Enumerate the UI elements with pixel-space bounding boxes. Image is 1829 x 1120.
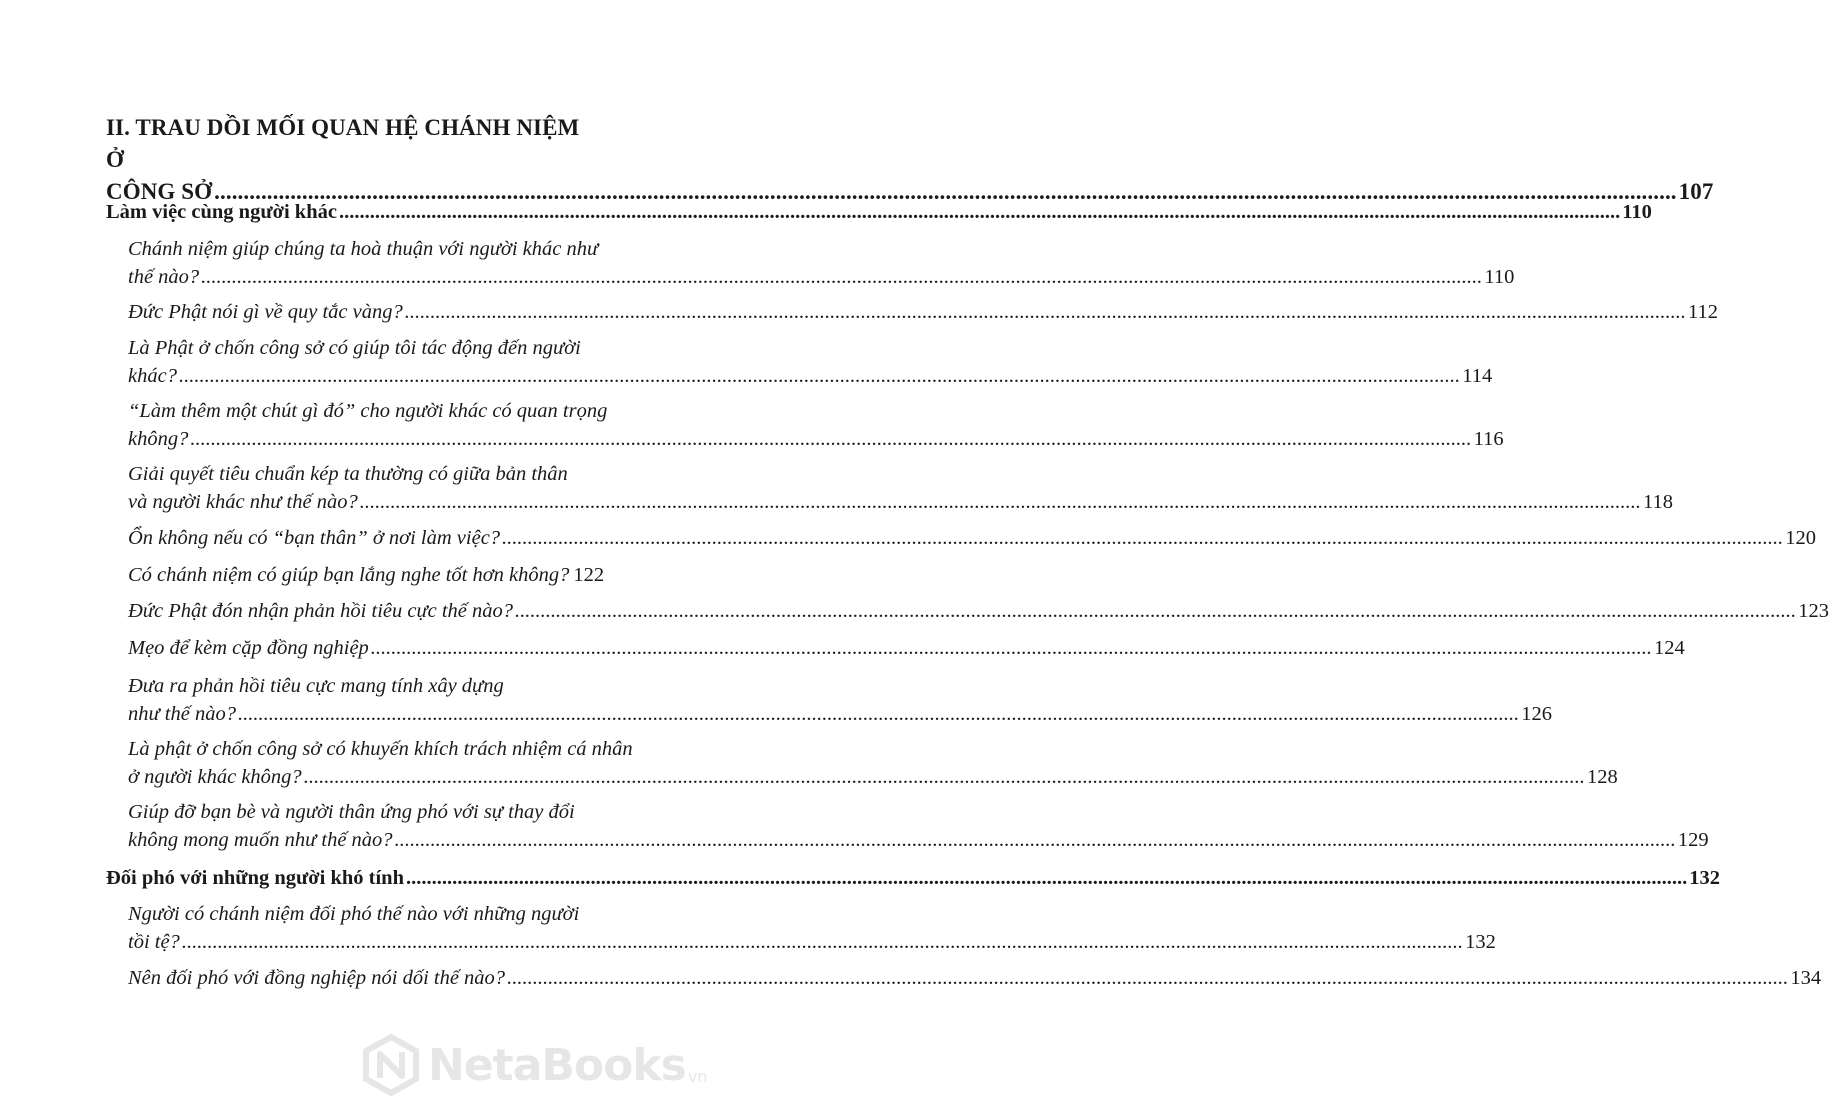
toc-entry <box>128 672 1552 728</box>
toc-entry <box>128 634 1685 662</box>
entry-title-line2: như thế nào? <box>128 703 236 725</box>
entry-title-line1: Là phật ở chốn công sở có khuyến khích trách nhiệm cá nhân <box>128 738 633 760</box>
entry-title: Nên đối phó với đồng nghiệp nói dối thế nào? <box>128 967 506 989</box>
dot-leader <box>179 362 1460 390</box>
dot-leader <box>304 763 1585 791</box>
entry-title-line1: Chánh niệm giúp chúng ta hoà thuận với người khác như <box>128 238 599 260</box>
toc-entry <box>128 235 1515 291</box>
entry-title-line2: ở người khác không? <box>128 766 302 788</box>
netabooks-logo-icon <box>360 1034 422 1096</box>
section-page-number: 110 <box>1622 201 1652 223</box>
entry-title-line1: Người có chánh niệm đối phó thế nào với những người <box>128 903 580 925</box>
entry-title-line2: không mong muốn như thế nào? <box>128 829 393 851</box>
entry-page-number: 132 <box>1465 931 1496 953</box>
entry-page-number: 129 <box>1677 829 1709 851</box>
entry-page-number: 126 <box>1521 703 1552 725</box>
entry-page-number: 116 <box>1473 428 1504 450</box>
dot-leader <box>238 700 1519 728</box>
dot-leader <box>515 597 1796 625</box>
toc-entry <box>128 735 1618 791</box>
toc-entry <box>128 524 1817 552</box>
toc-entry <box>128 561 605 589</box>
entry-title: Có chánh niệm có giúp bạn lắng nghe tốt hơn không? <box>128 564 570 586</box>
dot-leader <box>405 298 1686 326</box>
dot-leader <box>360 488 1641 516</box>
entry-page-number: 112 <box>1688 301 1719 323</box>
dot-leader <box>395 826 1676 854</box>
dot-leader <box>201 263 1482 291</box>
entry-page-number: 110 <box>1484 266 1515 288</box>
section-page-number: 132 <box>1689 867 1720 889</box>
chapter-page-number: 107 <box>1678 179 1714 204</box>
section-heading <box>106 864 1720 892</box>
toc-entry <box>128 397 1504 453</box>
chapter-title-text: CÔNG SỞ <box>106 179 213 204</box>
toc-entry <box>128 964 1822 992</box>
dot-leader <box>190 425 1471 453</box>
watermark-suffix: vn <box>687 1067 708 1086</box>
entry-title-line1: “Làm thêm một chút gì đó” cho người khác có quan trọng <box>128 400 608 422</box>
entry-title-line1: Giải quyết tiêu chuẩn kép ta thường có giữa bản thân <box>128 463 568 485</box>
entry-page-number: 128 <box>1586 766 1618 788</box>
toc-entry <box>128 460 1673 516</box>
toc-entry <box>128 597 1829 625</box>
entry-title: Mẹo để kèm cặp đồng nghiệp <box>128 637 369 659</box>
toc-entry <box>128 334 1493 390</box>
entry-page-number: 123 <box>1798 600 1829 622</box>
entry-page-number: 124 <box>1654 637 1685 659</box>
dot-leader <box>507 964 1788 992</box>
entry-page-number: 118 <box>1642 491 1673 513</box>
entry-page-number: 114 <box>1462 365 1493 387</box>
dot-leader <box>371 634 1652 662</box>
entry-title: Đức Phật nói gì về quy tắc vàng? <box>128 301 403 323</box>
entry-title: Đức Phật đón nhận phản hồi tiêu cực thế nào? <box>128 600 514 622</box>
dot-leader <box>502 524 1783 552</box>
chapter-title-line1: II. TRAU DỒI MỐI QUAN HỆ CHÁNH NIỆM Ở <box>106 115 580 172</box>
entry-page-number: 134 <box>1790 967 1822 989</box>
dot-leader <box>406 864 1687 892</box>
section-title: Đối phó với những người khó tính <box>106 867 404 889</box>
toc-entry <box>128 298 1719 326</box>
entry-page-number: 120 <box>1785 527 1817 549</box>
entry-title-line1: Là Phật ở chốn công sở có giúp tôi tác động đến người <box>128 337 581 359</box>
chapter-heading <box>106 112 1714 208</box>
entry-title-line2: và người khác như thế nào? <box>128 491 358 513</box>
entry-title-line2: tồi tệ? <box>128 931 180 953</box>
dot-leader <box>339 198 1620 226</box>
entry-title-line1: Đưa ra phản hồi tiêu cực mang tính xây dựng <box>128 675 504 697</box>
entry-title-line1: Giúp đỡ bạn bè và người thân ứng phó với sự thay đổi <box>128 801 575 823</box>
entry-title-line2: thế nào? <box>128 266 200 288</box>
dot-leader <box>182 928 1463 956</box>
toc-entry <box>128 798 1709 854</box>
entry-page-number: 122 <box>573 564 605 586</box>
entry-title-line2: khác? <box>128 365 177 387</box>
entry-title: Ổn không nếu có “bạn thân” ở nơi làm việc? <box>128 527 501 549</box>
section-heading <box>106 198 1652 226</box>
watermark-brand: NetaBooks <box>428 1039 686 1091</box>
toc-entry <box>128 900 1496 956</box>
entry-title-line2: không? <box>128 428 189 450</box>
watermark <box>360 1020 708 1110</box>
section-title: Làm việc cùng người khác <box>106 201 337 223</box>
